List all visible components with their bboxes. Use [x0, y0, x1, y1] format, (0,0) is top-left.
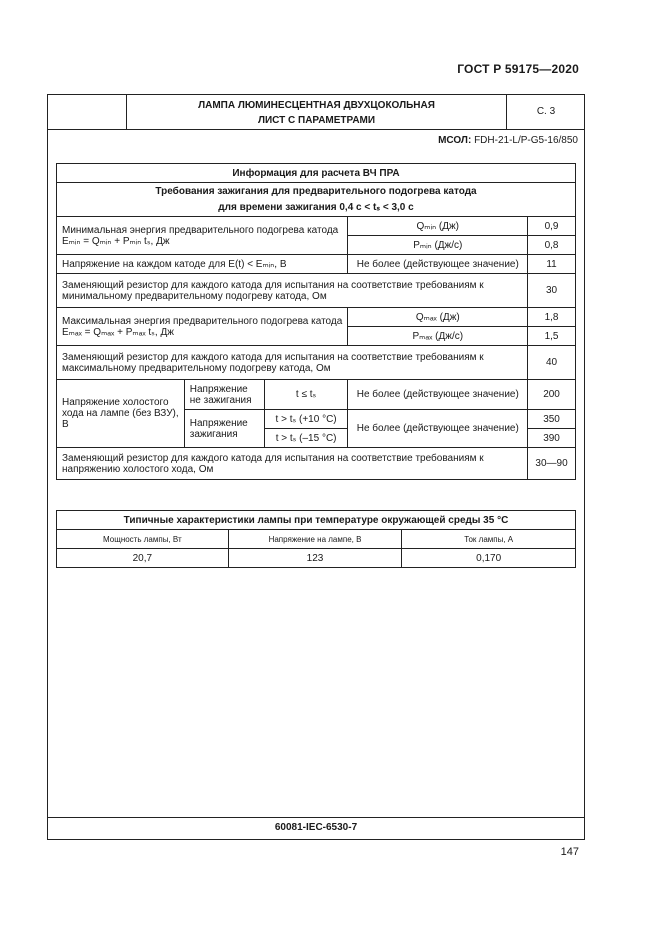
max-energy-label: Максимальная энергия предварительного подогрева катода Eₘₐₓ = Qₘₐₓ + Pₘₐₓ tₛ, Дж	[57, 308, 348, 346]
ignition-title-line2: для времени зажигания 0,4 с < tₛ < 3,0 с	[218, 201, 414, 213]
ignition-condition-warm: t > tₛ (+10 °C)	[264, 410, 348, 429]
p-max-value: 1,5	[528, 327, 576, 346]
q-min-label: Qₘᵢₙ (Дж)	[348, 217, 528, 236]
footer-code: 60081-IEC-6530-7	[48, 817, 584, 833]
ignition-label: Напряжение зажигания	[184, 410, 264, 448]
msol-label: МСОЛ:	[438, 135, 472, 146]
ballast-info-table	[56, 163, 576, 480]
p-min-value: 0,8	[528, 236, 576, 255]
q-max-value: 1,8	[528, 308, 576, 327]
ignition-value-warm: 350	[528, 410, 576, 429]
value-lamp-voltage: 123	[228, 549, 402, 568]
value-lamp-current: 0,170	[402, 549, 576, 568]
msol-value: FDH-21-L/P-G5-16/850	[474, 135, 578, 146]
ignition-condition-cold: t > tₛ (–15 °C)	[264, 429, 348, 448]
no-ignition-label: Напряжение не зажигания	[184, 380, 264, 410]
resistor-min-value: 30	[528, 274, 576, 308]
resistor-ocv-value: 30—90	[528, 448, 576, 480]
q-max-label: Qₘₐₓ (Дж)	[348, 308, 528, 327]
cathode-voltage-condition: Не более (действующее значение)	[348, 255, 528, 274]
header-lamp-power: Мощность лампы, Вт	[57, 530, 229, 549]
p-max-label: Pₘₐₓ (Дж/с)	[348, 327, 528, 346]
header-left-cell	[48, 95, 127, 129]
parameter-sheet-frame	[47, 94, 585, 840]
resistor-min-label: Заменяющий резистор для каждого катода для испытания на соответствие требованиям к минимальному предварительному подогреву катода, Ом	[57, 274, 528, 308]
header-title-line2: ЛИСТ С ПАРАМЕТРАМИ	[257, 115, 376, 126]
ballast-title: Информация для расчета ВЧ ПРА	[57, 164, 576, 183]
no-ignition-value: 200	[528, 380, 576, 410]
ignition-requirements-title	[57, 183, 576, 217]
ocv-label: Напряжение холостого хода на лампе (без ВЗУ), В	[57, 380, 185, 448]
header-lamp-voltage: Напряжение на лампе, В	[228, 530, 402, 549]
q-min-value: 0,9	[528, 217, 576, 236]
typical-characteristics-table	[56, 510, 576, 568]
sheet-number: С. 3	[506, 95, 585, 129]
resistor-max-label: Заменяющий резистор для каждого катода для испытания на соответствие требованиям к максимальному предварительному подогреву катода, Ом	[57, 346, 528, 380]
ignition-limit: Не более (действующее значение)	[348, 410, 528, 448]
no-ignition-condition: t ≤ tₛ	[264, 380, 348, 410]
resistor-ocv-label: Заменяющий резистор для каждого катода для испытания на соответствие требованиям к напряжению холостого хода, Ом	[57, 448, 528, 480]
resistor-max-value: 40	[528, 346, 576, 380]
cathode-voltage-label: Напряжение на каждом катоде для E(t) < Eₘᵢₙ, В	[57, 255, 348, 274]
cathode-voltage-value: 11	[528, 255, 576, 274]
standard-number: ГОСТ Р 59175—2020	[457, 62, 579, 76]
no-ignition-limit: Не более (действующее значение)	[348, 380, 528, 410]
min-energy-label: Минимальная энергия предварительного подогрева катода Eₘᵢₙ = Qₘᵢₙ + Pₘᵢₙ tₛ, Дж	[57, 217, 348, 255]
typical-title: Типичные характеристики лампы при температуре окружающей среды 35 °С	[57, 511, 576, 530]
page-number: 147	[560, 846, 579, 858]
p-min-label: Pₘᵢₙ (Дж/с)	[348, 236, 528, 255]
sheet-header	[48, 95, 584, 130]
msol-line	[438, 135, 578, 146]
header-title-line1: ЛАМПА ЛЮМИНЕСЦЕНТНАЯ ДВУХЦОКОЛЬНАЯ	[198, 100, 435, 111]
header-title	[127, 95, 506, 129]
ignition-title-line1: Требования зажигания для предварительного подогрева катода	[155, 185, 477, 197]
header-lamp-current: Ток лампы, А	[402, 530, 576, 549]
ignition-value-cold: 390	[528, 429, 576, 448]
value-lamp-power: 20,7	[57, 549, 229, 568]
